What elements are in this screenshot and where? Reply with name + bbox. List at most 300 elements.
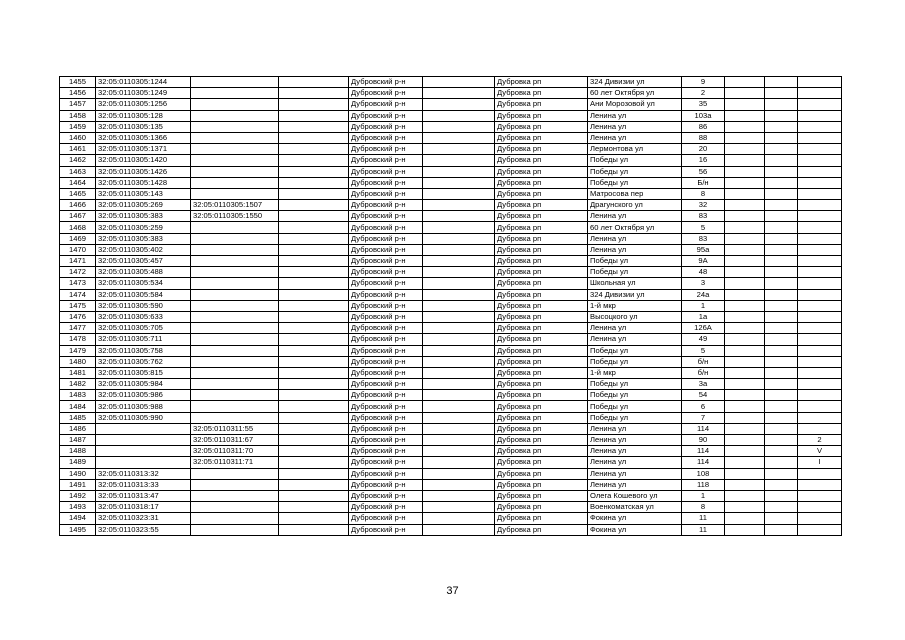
extra-cell [725, 267, 765, 278]
district-cell: Дубровский р-н [349, 132, 423, 143]
table-row [60, 211, 842, 222]
cadastral-number-cell: 32:05:0110305:1249 [96, 88, 191, 99]
cadastral-number-cell: 32:05:0110305:1420 [96, 155, 191, 166]
settlement-cell: Дубровка рп [495, 121, 588, 132]
district-cell: Дубровский р-н [349, 490, 423, 501]
blank-cell [279, 524, 349, 535]
cadastral-number-cell: 32:05:0110318:17 [96, 502, 191, 513]
extra-cell [798, 155, 842, 166]
table-row [60, 479, 842, 490]
extra-cell [798, 211, 842, 222]
blank-cell [279, 289, 349, 300]
extra-cell [765, 121, 798, 132]
linked-cadastral-cell [191, 502, 279, 513]
house-number-cell: 2 [682, 88, 725, 99]
blank-cell [423, 401, 495, 412]
street-cell: Ленина ул [588, 211, 682, 222]
cadastral-number-cell: 32:05:0110323:55 [96, 524, 191, 535]
linked-cadastral-cell [191, 233, 279, 244]
table-row [60, 390, 842, 401]
blank-cell [279, 166, 349, 177]
extra-cell [765, 88, 798, 99]
blank-cell [279, 345, 349, 356]
blank-cell [279, 88, 349, 99]
extra-cell [765, 77, 798, 88]
district-cell: Дубровский р-н [349, 390, 423, 401]
table-row [60, 356, 842, 367]
table-row [60, 468, 842, 479]
linked-cadastral-cell [191, 412, 279, 423]
street-cell: Ленина ул [588, 479, 682, 490]
blank-cell [423, 267, 495, 278]
table-row [60, 524, 842, 535]
blank-cell [423, 379, 495, 390]
table-row [60, 132, 842, 143]
cadastral-number-cell: 32:05:0110305:762 [96, 356, 191, 367]
extra-cell [798, 423, 842, 434]
row-number-cell: 1480 [60, 356, 96, 367]
settlement-cell: Дубровка рп [495, 446, 588, 457]
settlement-cell: Дубровка рп [495, 513, 588, 524]
blank-cell [279, 300, 349, 311]
extra-cell [765, 233, 798, 244]
extra-cell [798, 88, 842, 99]
extra-cell [765, 132, 798, 143]
street-cell: Ленина ул [588, 244, 682, 255]
cadastral-number-cell: 32:05:0110305:990 [96, 412, 191, 423]
blank-cell [423, 311, 495, 322]
extra-cell [765, 155, 798, 166]
extra-cell [765, 379, 798, 390]
extra-cell [725, 144, 765, 155]
blank-cell [423, 88, 495, 99]
cadastral-number-cell [96, 423, 191, 434]
cadastral-number-cell: 32:05:0110305:143 [96, 188, 191, 199]
blank-cell [279, 412, 349, 423]
cadastral-number-cell: 32:05:0110313:33 [96, 479, 191, 490]
extra-cell [798, 188, 842, 199]
cadastral-number-cell: 32:05:0110305:758 [96, 345, 191, 356]
extra-cell [725, 323, 765, 334]
street-cell: 60 лет Октября ул [588, 222, 682, 233]
row-number-cell: 1495 [60, 524, 96, 535]
extra-cell [725, 502, 765, 513]
extra-cell [725, 88, 765, 99]
district-cell: Дубровский р-н [349, 267, 423, 278]
row-number-cell: 1475 [60, 300, 96, 311]
house-number-cell: 20 [682, 144, 725, 155]
row-number-cell: 1478 [60, 334, 96, 345]
district-cell: Дубровский р-н [349, 110, 423, 121]
blank-cell [423, 188, 495, 199]
extra-cell [725, 524, 765, 535]
table-row [60, 155, 842, 166]
extra-cell [725, 289, 765, 300]
extra-cell [765, 446, 798, 457]
extra-cell [798, 345, 842, 356]
extra-cell [765, 323, 798, 334]
blank-cell [279, 379, 349, 390]
extra-cell [765, 468, 798, 479]
house-number-cell: 3 [682, 278, 725, 289]
extra-cell [765, 524, 798, 535]
street-cell: Военкоматская ул [588, 502, 682, 513]
house-number-cell: 114 [682, 446, 725, 457]
row-number-cell: 1477 [60, 323, 96, 334]
blank-cell [279, 188, 349, 199]
extra-cell [798, 132, 842, 143]
blank-cell [423, 490, 495, 501]
row-number-cell: 1490 [60, 468, 96, 479]
extra-cell [725, 490, 765, 501]
blank-cell [279, 132, 349, 143]
settlement-cell: Дубровка рп [495, 88, 588, 99]
cadastral-number-cell: 32:05:0110305:633 [96, 311, 191, 322]
blank-cell [279, 233, 349, 244]
extra-cell [798, 166, 842, 177]
linked-cadastral-cell [191, 267, 279, 278]
row-number-cell: 1458 [60, 110, 96, 121]
linked-cadastral-cell: 32:05:0110311:55 [191, 423, 279, 434]
blank-cell [423, 155, 495, 166]
district-cell: Дубровский р-н [349, 99, 423, 110]
extra-cell [725, 110, 765, 121]
extra-cell [725, 233, 765, 244]
cadastral-number-cell [96, 446, 191, 457]
table-row [60, 233, 842, 244]
table-row [60, 311, 842, 322]
district-cell: Дубровский р-н [349, 121, 423, 132]
house-number-cell: б/н [682, 367, 725, 378]
blank-cell [279, 490, 349, 501]
row-number-cell: 1484 [60, 401, 96, 412]
extra-cell [765, 110, 798, 121]
extra-cell [798, 502, 842, 513]
table-row [60, 278, 842, 289]
blank-cell [279, 267, 349, 278]
extra-cell [765, 289, 798, 300]
row-number-cell: 1464 [60, 177, 96, 188]
extra-cell [798, 110, 842, 121]
street-cell: 1-й мкр [588, 300, 682, 311]
row-number-cell: 1462 [60, 155, 96, 166]
extra-cell [725, 334, 765, 345]
cadastral-number-cell [96, 457, 191, 468]
row-number-cell: 1492 [60, 490, 96, 501]
blank-cell [423, 435, 495, 446]
registry-table [59, 76, 842, 536]
house-number-cell: 90 [682, 435, 725, 446]
cadastral-number-cell: 32:05:0110305:984 [96, 379, 191, 390]
extra-cell [725, 200, 765, 211]
row-number-cell: 1463 [60, 166, 96, 177]
district-cell: Дубровский р-н [349, 367, 423, 378]
settlement-cell: Дубровка рп [495, 110, 588, 121]
street-cell: Ленина ул [588, 423, 682, 434]
extra-cell [725, 379, 765, 390]
blank-cell [423, 99, 495, 110]
house-number-cell: 11 [682, 513, 725, 524]
district-cell: Дубровский р-н [349, 356, 423, 367]
linked-cadastral-cell [191, 110, 279, 121]
settlement-cell: Дубровка рп [495, 423, 588, 434]
linked-cadastral-cell [191, 166, 279, 177]
table-row [60, 289, 842, 300]
extra-cell [798, 490, 842, 501]
cadastral-number-cell: 32:05:0110305:383 [96, 233, 191, 244]
blank-cell [279, 144, 349, 155]
extra-cell [765, 356, 798, 367]
settlement-cell: Дубровка рп [495, 367, 588, 378]
house-number-cell: 114 [682, 457, 725, 468]
blank-cell [423, 468, 495, 479]
table-row [60, 423, 842, 434]
extra-cell [798, 222, 842, 233]
table-row [60, 188, 842, 199]
district-cell: Дубровский р-н [349, 144, 423, 155]
extra-cell [765, 267, 798, 278]
settlement-cell: Дубровка рп [495, 412, 588, 423]
row-number-cell: 1472 [60, 267, 96, 278]
blank-cell [423, 356, 495, 367]
extra-cell: I [798, 457, 842, 468]
extra-cell [798, 244, 842, 255]
extra-cell [765, 401, 798, 412]
linked-cadastral-cell: 32:05:0110311:67 [191, 435, 279, 446]
row-number-cell: 1485 [60, 412, 96, 423]
cadastral-number-cell: 32:05:0110305:711 [96, 334, 191, 345]
street-cell: Школьная ул [588, 278, 682, 289]
house-number-cell: 16 [682, 155, 725, 166]
settlement-cell: Дубровка рп [495, 267, 588, 278]
settlement-cell: Дубровка рп [495, 289, 588, 300]
row-number-cell: 1487 [60, 435, 96, 446]
table-row [60, 412, 842, 423]
cadastral-number-cell: 32:05:0110305:705 [96, 323, 191, 334]
extra-cell [765, 423, 798, 434]
house-number-cell: 11 [682, 524, 725, 535]
cadastral-number-cell: 32:05:0110305:457 [96, 256, 191, 267]
settlement-cell: Дубровка рп [495, 166, 588, 177]
extra-cell [765, 177, 798, 188]
linked-cadastral-cell: 32:05:0110311:71 [191, 457, 279, 468]
extra-cell [798, 412, 842, 423]
linked-cadastral-cell [191, 479, 279, 490]
blank-cell [423, 289, 495, 300]
extra-cell [765, 222, 798, 233]
blank-cell [423, 345, 495, 356]
table-row [60, 177, 842, 188]
extra-cell [725, 446, 765, 457]
blank-cell [279, 278, 349, 289]
linked-cadastral-cell [191, 379, 279, 390]
settlement-cell: Дубровка рп [495, 323, 588, 334]
district-cell: Дубровский р-н [349, 200, 423, 211]
settlement-cell: Дубровка рп [495, 222, 588, 233]
extra-cell [798, 256, 842, 267]
extra-cell [798, 300, 842, 311]
blank-cell [423, 177, 495, 188]
linked-cadastral-cell [191, 155, 279, 166]
extra-cell [798, 177, 842, 188]
row-number-cell: 1486 [60, 423, 96, 434]
extra-cell [798, 121, 842, 132]
blank-cell [279, 177, 349, 188]
extra-cell [765, 367, 798, 378]
cadastral-number-cell: 32:05:0110305:590 [96, 300, 191, 311]
extra-cell [765, 211, 798, 222]
street-cell: Победы ул [588, 267, 682, 278]
table-row [60, 345, 842, 356]
linked-cadastral-cell [191, 356, 279, 367]
row-number-cell: 1470 [60, 244, 96, 255]
blank-cell [423, 323, 495, 334]
street-cell: Ленина ул [588, 233, 682, 244]
blank-cell [279, 390, 349, 401]
row-number-cell: 1491 [60, 479, 96, 490]
extra-cell [725, 401, 765, 412]
house-number-cell: 83 [682, 211, 725, 222]
extra-cell: 2 [798, 435, 842, 446]
blank-cell [279, 256, 349, 267]
cadastral-number-cell: 32:05:0110305:259 [96, 222, 191, 233]
table-row [60, 457, 842, 468]
extra-cell [725, 278, 765, 289]
extra-cell [725, 211, 765, 222]
house-number-cell: 83 [682, 233, 725, 244]
table-row [60, 334, 842, 345]
street-cell: Высоцкого ул [588, 311, 682, 322]
extra-cell [765, 345, 798, 356]
extra-cell [798, 99, 842, 110]
district-cell: Дубровский р-н [349, 412, 423, 423]
street-cell: Победы ул [588, 379, 682, 390]
house-number-cell: 35 [682, 99, 725, 110]
extra-cell [798, 401, 842, 412]
blank-cell [279, 367, 349, 378]
settlement-cell: Дубровка рп [495, 99, 588, 110]
linked-cadastral-cell [191, 345, 279, 356]
extra-cell [765, 502, 798, 513]
blank-cell [279, 479, 349, 490]
district-cell: Дубровский р-н [349, 334, 423, 345]
linked-cadastral-cell [191, 311, 279, 322]
district-cell: Дубровский р-н [349, 379, 423, 390]
table-row [60, 502, 842, 513]
district-cell: Дубровский р-н [349, 244, 423, 255]
street-cell: Ленина ул [588, 323, 682, 334]
linked-cadastral-cell [191, 490, 279, 501]
linked-cadastral-cell [191, 300, 279, 311]
house-number-cell: Б/н [682, 177, 725, 188]
extra-cell [765, 99, 798, 110]
blank-cell [423, 367, 495, 378]
table-row [60, 267, 842, 278]
extra-cell [765, 390, 798, 401]
blank-cell [279, 211, 349, 222]
street-cell: Победы ул [588, 155, 682, 166]
extra-cell [725, 513, 765, 524]
settlement-cell: Дубровка рп [495, 334, 588, 345]
settlement-cell: Дубровка рп [495, 401, 588, 412]
street-cell: Победы ул [588, 345, 682, 356]
district-cell: Дубровский р-н [349, 446, 423, 457]
blank-cell [423, 77, 495, 88]
settlement-cell: Дубровка рп [495, 524, 588, 535]
extra-cell [765, 513, 798, 524]
settlement-cell: Дубровка рп [495, 479, 588, 490]
street-cell: Ани Морозовой ул [588, 99, 682, 110]
linked-cadastral-cell [191, 177, 279, 188]
street-cell: Ленина ул [588, 435, 682, 446]
extra-cell [798, 468, 842, 479]
house-number-cell: 1 [682, 300, 725, 311]
linked-cadastral-cell [191, 256, 279, 267]
cadastral-number-cell: 32:05:0110313:32 [96, 468, 191, 479]
street-cell: Ленина ул [588, 132, 682, 143]
extra-cell [765, 311, 798, 322]
row-number-cell: 1456 [60, 88, 96, 99]
linked-cadastral-cell [191, 390, 279, 401]
house-number-cell: 48 [682, 267, 725, 278]
district-cell: Дубровский р-н [349, 323, 423, 334]
settlement-cell: Дубровка рп [495, 278, 588, 289]
house-number-cell: 9А [682, 256, 725, 267]
house-number-cell: 49 [682, 334, 725, 345]
house-number-cell: б/н [682, 356, 725, 367]
table-row [60, 88, 842, 99]
street-cell: Лермонтова ул [588, 144, 682, 155]
house-number-cell: 108 [682, 468, 725, 479]
cadastral-number-cell: 32:05:0110305:383 [96, 211, 191, 222]
extra-cell [798, 144, 842, 155]
table-body [60, 77, 842, 536]
linked-cadastral-cell [191, 401, 279, 412]
street-cell: Олега Кошевого ул [588, 490, 682, 501]
extra-cell [798, 367, 842, 378]
blank-cell [423, 446, 495, 457]
blank-cell [423, 132, 495, 143]
blank-cell [279, 356, 349, 367]
linked-cadastral-cell [191, 334, 279, 345]
extra-cell [725, 356, 765, 367]
table-row [60, 401, 842, 412]
cadastral-number-cell: 32:05:0110305:488 [96, 267, 191, 278]
blank-cell [423, 479, 495, 490]
extra-cell [765, 244, 798, 255]
district-cell: Дубровский р-н [349, 88, 423, 99]
row-number-cell: 1467 [60, 211, 96, 222]
cadastral-number-cell: 32:05:0110305:1428 [96, 177, 191, 188]
linked-cadastral-cell [191, 99, 279, 110]
linked-cadastral-cell [191, 121, 279, 132]
blank-cell [279, 121, 349, 132]
linked-cadastral-cell [191, 278, 279, 289]
house-number-cell: 7 [682, 412, 725, 423]
extra-cell [765, 300, 798, 311]
street-cell: 60 лет Октября ул [588, 88, 682, 99]
settlement-cell: Дубровка рп [495, 457, 588, 468]
table-row [60, 144, 842, 155]
district-cell: Дубровский р-н [349, 177, 423, 188]
row-number-cell: 1494 [60, 513, 96, 524]
table-row [60, 300, 842, 311]
table-row [60, 99, 842, 110]
settlement-cell: Дубровка рп [495, 244, 588, 255]
settlement-cell: Дубровка рп [495, 345, 588, 356]
extra-cell [725, 244, 765, 255]
house-number-cell: 56 [682, 166, 725, 177]
